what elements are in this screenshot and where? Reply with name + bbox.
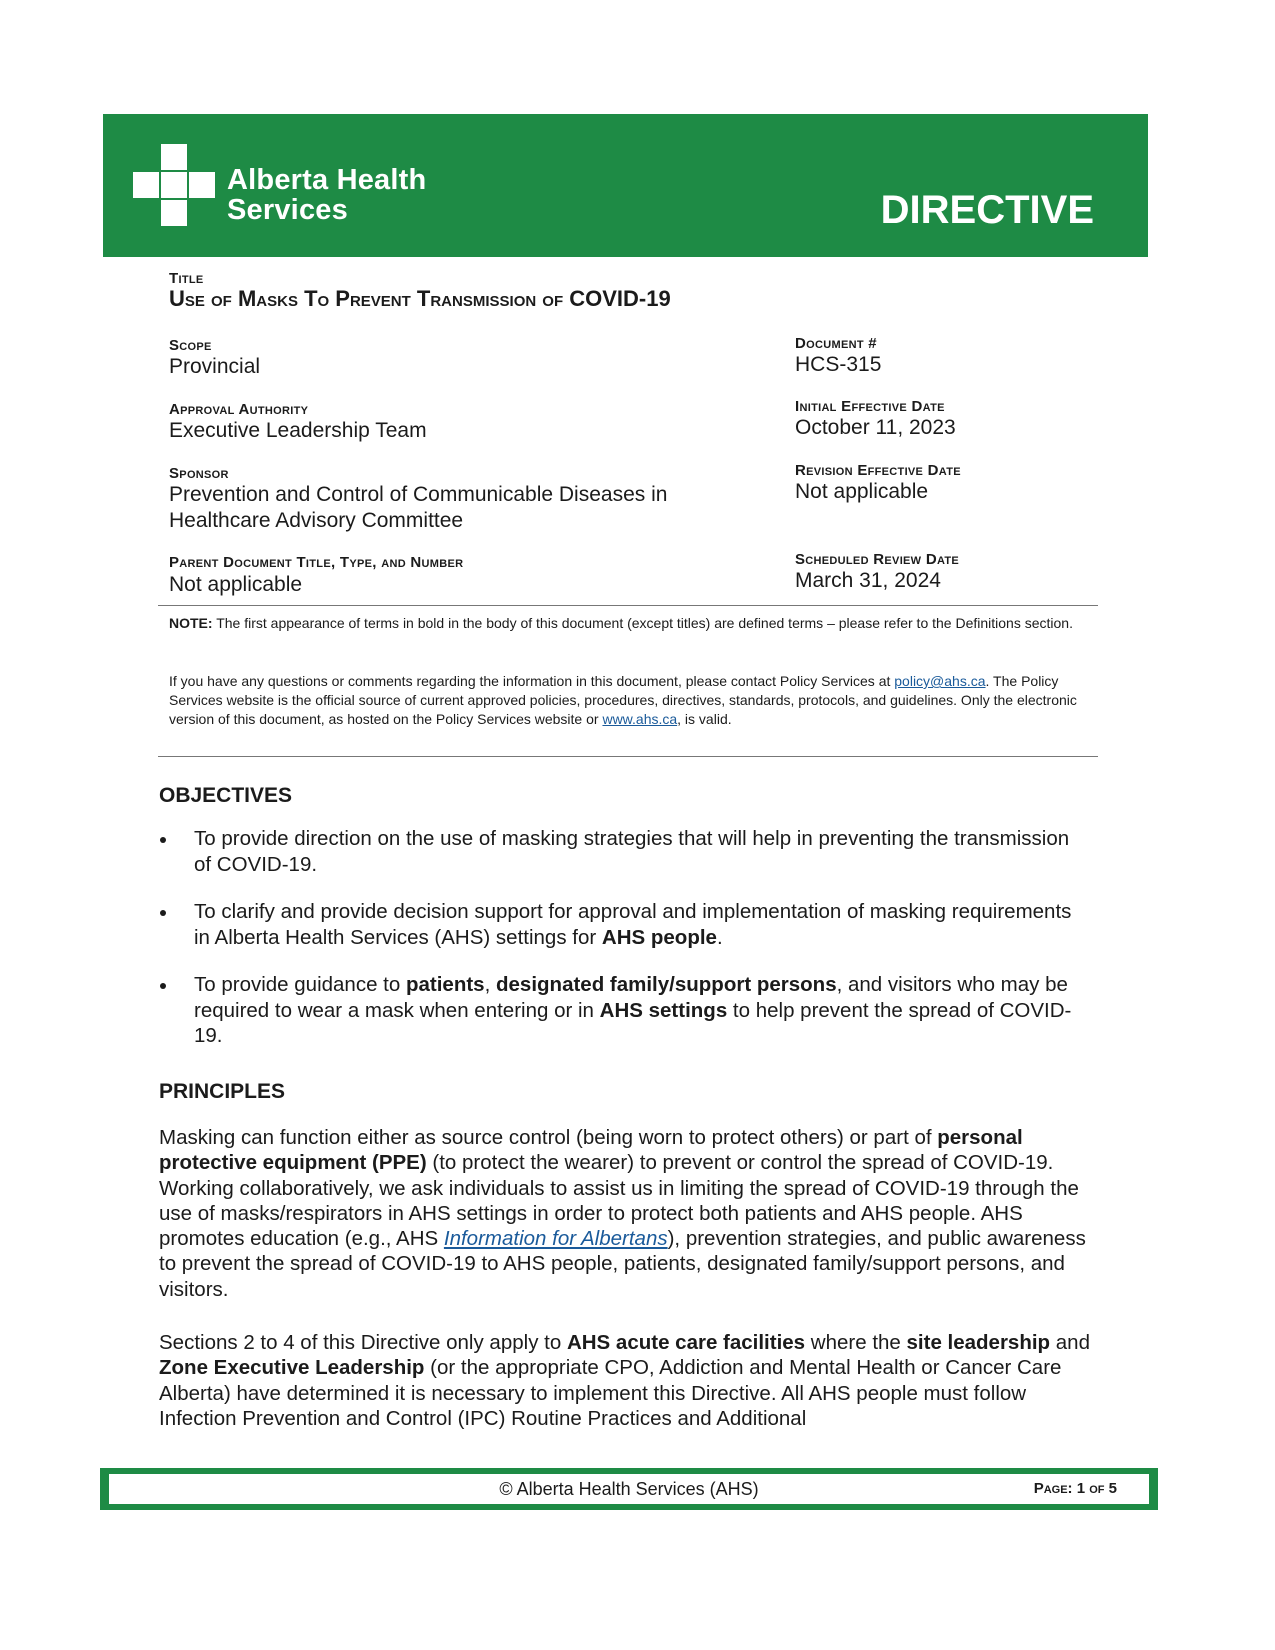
term-ahs-settings: AHS settings	[599, 998, 728, 1022]
term-designated-family: designated family/support persons	[496, 973, 837, 996]
footer-copyright: © Alberta Health Services (AHS)	[499, 1479, 759, 1499]
list-item	[159, 826, 1089, 877]
document-number-value: HCS-315	[795, 353, 882, 376]
org-name-line2: Services	[227, 194, 348, 226]
term-zone-executive-leadership: Zone Executive Leadership	[159, 1356, 425, 1380]
parent-document-value: Not applicable	[169, 573, 303, 596]
document-type: DIRECTIVE	[880, 188, 1094, 232]
organization-name	[227, 165, 426, 225]
ahs-website-link[interactable]: www.ahs.ca	[602, 711, 678, 727]
p2-text-d: (or the appropriate CPO, Addiction and Mental Health or Cancer Care Alberta) have determined it is necessary to implement this Directive. All AHS people must follow Infection Prevention and Control (IPC) Routine Practices and Additional	[159, 1356, 1062, 1430]
list-item	[159, 899, 1089, 950]
objective-3-sep: ,	[484, 973, 496, 996]
p1-text-a: Masking can function either as source control (being worn to protect others) or part of	[159, 1126, 938, 1149]
objective-2-end: .	[716, 925, 723, 949]
scope-label: Scope	[169, 337, 212, 354]
page-footer	[100, 1468, 1158, 1510]
parent-document-label: Parent Document Title, Type, and Number	[169, 554, 464, 571]
initial-effective-date-value: October 11, 2023	[795, 416, 956, 439]
principles-paragraph-2	[159, 1330, 1099, 1431]
note-text: The first appearance of terms in bold in the body of this document (except titles) are defined terms – please refer to the Definitions section.	[212, 615, 1073, 631]
term-patients: patients	[405, 973, 485, 996]
information-for-albertans-link[interactable]: Information for Albertans	[443, 1227, 668, 1251]
approval-authority-label: Approval Authority	[169, 401, 309, 418]
definitions-note	[169, 614, 1089, 633]
sponsor-value-line1: Prevention and Control of Communicable Diseases in	[169, 483, 668, 506]
term-ahs-people: AHS people	[601, 925, 717, 949]
document-number-label: Document #	[795, 335, 877, 352]
objectives-heading: OBJECTIVES	[159, 784, 293, 807]
revision-effective-date-label: Revision Effective Date	[795, 462, 961, 479]
term-site-leadership: site leadership	[906, 1331, 1051, 1354]
term-acute-care-facilities: AHS acute care facilities	[566, 1331, 806, 1354]
objectives-list	[159, 826, 1089, 1071]
p2-text-b: where the	[805, 1331, 907, 1354]
scheduled-review-date-label: Scheduled Review Date	[795, 551, 960, 568]
note-prefix: NOTE:	[169, 615, 213, 631]
objective-3-end: to help prevent the spread of COVID-19.	[194, 998, 1072, 1047]
page-number: Page: 1 of 5	[1033, 1480, 1117, 1497]
objective-3-text: To provide guidance to	[194, 973, 406, 996]
term-ppe: personal protective equipment (PPE)	[159, 1126, 1023, 1175]
footer-box	[107, 1472, 1151, 1506]
objective-1-text: To provide direction on the use of masking strategies that will help in preventing the transmission of COVID-19.	[194, 827, 1070, 876]
p1-text-c: ), prevention strategies, and public awareness to prevent the spread of COVID-19 to AHS people, patients, designated family/support persons, and visitors.	[159, 1227, 1086, 1301]
contact-note	[169, 672, 1089, 729]
contact-text-3: , is valid.	[677, 711, 732, 727]
revision-effective-date-value: Not applicable	[795, 480, 929, 503]
sponsor-value-line2: Healthcare Advisory Committee	[169, 509, 464, 532]
scheduled-review-date-value: March 31, 2024	[795, 569, 941, 592]
sponsor-label: Sponsor	[169, 465, 229, 482]
approval-authority-value: Executive Leadership Team	[169, 419, 427, 442]
title-label: Title	[169, 270, 204, 287]
principles-heading: PRINCIPLES	[159, 1080, 286, 1103]
contact-text-1: If you have any questions or comments regarding the information in this document, please contact Policy Services at	[169, 673, 895, 689]
org-name-line1: Alberta Health	[227, 164, 427, 196]
ahs-cross-logo-icon	[133, 144, 215, 226]
contact-text-2: . The Policy Services website is the official source of current approved policies, procedures, directives, standards, protocols, and guidelines. Only the electronic version of this document, as hosted on the Policy Services website or	[169, 673, 1077, 727]
policy-email-link[interactable]: policy@ahs.ca	[894, 673, 986, 689]
list-item	[159, 972, 1089, 1049]
divider-top	[158, 605, 1098, 606]
p1-text-b: (to protect the wearer) to prevent or control the spread of COVID-19. Working collaboratively, we ask individuals to assist us in limiting the spread of COVID-19 through the use of masks/respirators in AHS settings in order to protect both patients and AHS people. AHS promotes education (e.g., AHS	[159, 1151, 1079, 1251]
header-banner	[103, 114, 1148, 257]
principles-paragraph-1	[159, 1125, 1099, 1302]
scope-value: Provincial	[169, 355, 261, 378]
objective-2-text: To clarify and provide decision support for approval and implementation of masking requirements in Alberta Health Services (AHS) settings for	[194, 900, 1072, 949]
divider-bottom	[158, 756, 1098, 757]
initial-effective-date-label: Initial Effective Date	[795, 398, 945, 415]
document-title: Use of Masks To Prevent Transmission of COVID-19	[169, 286, 671, 311]
p2-text-c: and	[1050, 1331, 1090, 1354]
p2-text-a: Sections 2 to 4 of this Directive only apply to	[159, 1331, 567, 1354]
objective-3-mid: , and visitors who may be required to wear a mask when entering or in	[194, 973, 1068, 1022]
